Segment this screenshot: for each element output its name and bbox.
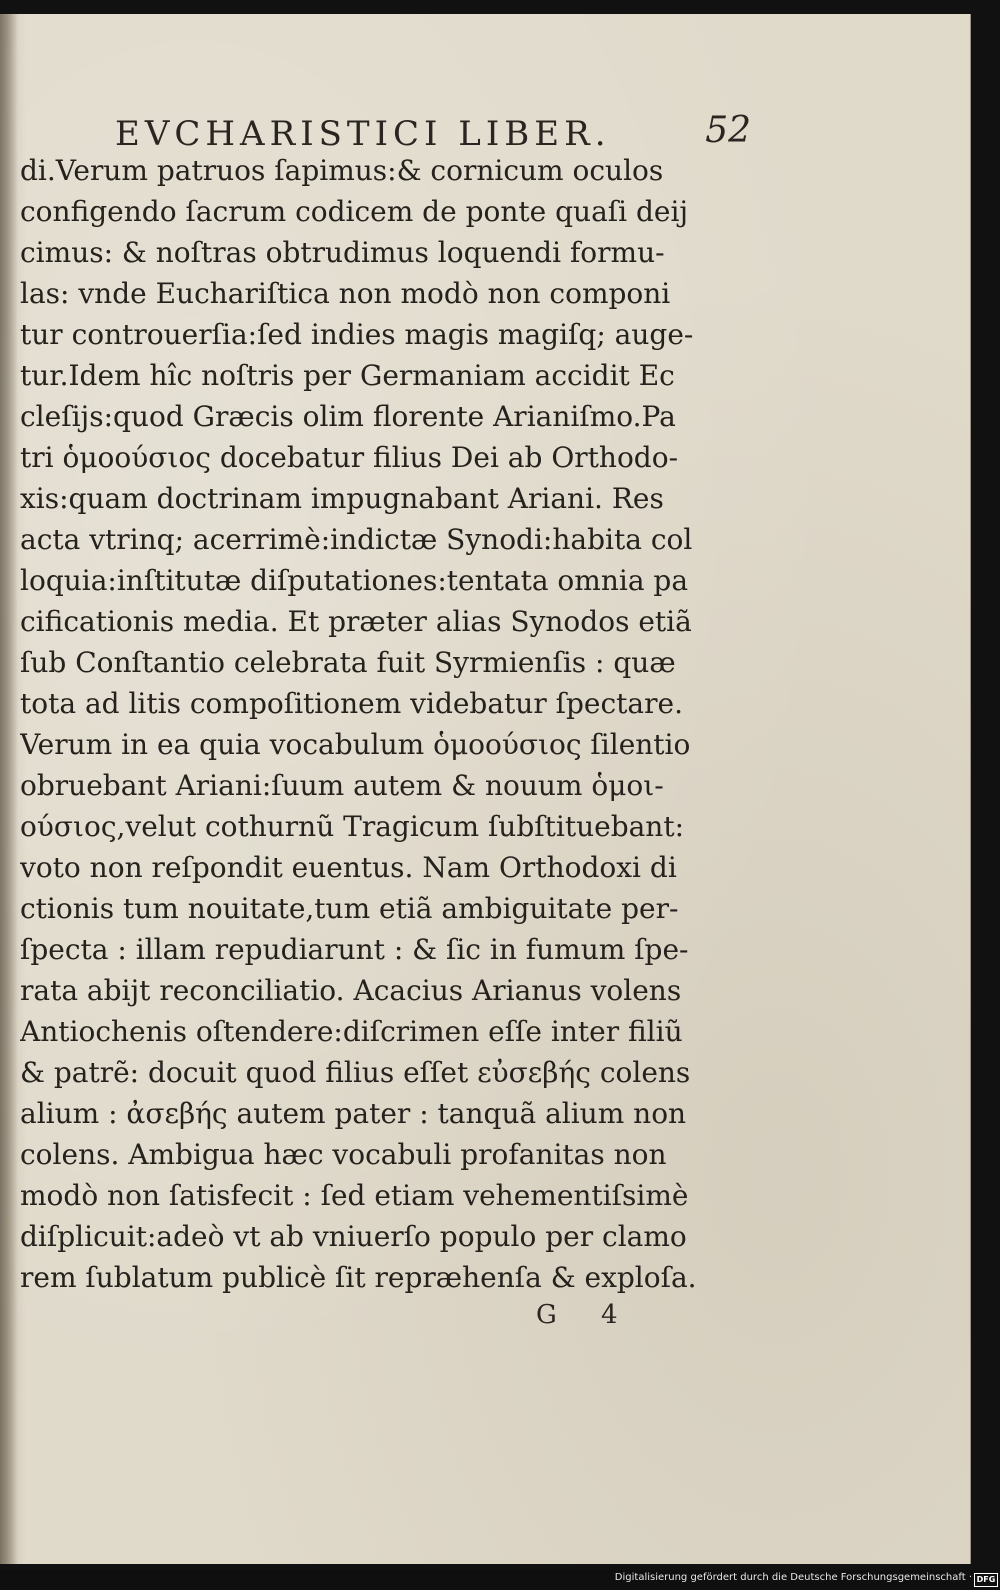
text-line: alium : ἀσεβής autem pater : tanquã alium non — [20, 1097, 687, 1130]
text-line: xis:quam doctrinam impugnabant Ariani. Res — [20, 482, 664, 515]
text-line: las: vnde Euchariſtica non modò non componi — [20, 277, 671, 310]
funding-credit: Digitalisierung gefördert durch die Deutsche Forschungsgemeinschaft · — [614, 1572, 972, 1583]
text-line: ſub Conſtantio celebrata fuit Syrmienſis : quæ — [20, 646, 676, 679]
text-line: tota ad litis compoſitionem videbatur ſpectare. — [20, 687, 683, 720]
text-line: ούσιος,velut cothurnũ Tragicum ſubſtituebant: — [20, 810, 685, 843]
text-line: diſplicuit:adeò vt ab vniuerſo populo per clamo — [20, 1220, 687, 1253]
text-line: cificationis media. Et præter alias Synodos etiã — [20, 605, 692, 638]
text-line: tri ὁμοούσιος docebatur filius Dei ab Orthodo- — [20, 441, 679, 474]
running-title: EVCHARISTICI LIBER. — [115, 114, 611, 154]
text-line: tur.Idem hîc noſtris per Germaniam accidit Ec — [20, 359, 675, 392]
text-line: ſpecta : illam repudiarunt : & ſic in fumum ſpe- — [20, 933, 689, 966]
text-line: acta vtrinq; acerrimè:indictæ Synodi:habita col — [20, 523, 693, 556]
text-line: modò non ſatisfecit : ſed etiam vehementiſsimè — [20, 1179, 689, 1212]
text-line: di.Verum patruos ſapimus:& cornicum oculos — [20, 154, 664, 187]
body-text — [20, 150, 720, 1298]
page-gutter-shadow — [0, 14, 18, 1564]
text-line: Antiochenis oſtendere:diſcrimen eſſe inter filiũ — [20, 1015, 683, 1048]
page-number: 52 — [705, 110, 751, 151]
text-line: cleſijs:quod Græcis olim florente Arianiſmo.Pa — [20, 400, 676, 433]
text-line: colens. Ambigua hæc vocabuli profanitas non — [20, 1138, 667, 1171]
text-line: obruebant Ariani:ſuum autem & nouum ὁμοι- — [20, 769, 664, 802]
text-line: rata abijt reconciliatio. Acacius Arianus volens — [20, 974, 682, 1007]
text-line: loquia:inſtitutæ diſputationes:tentata omnia pa — [20, 564, 689, 597]
dfg-logo: DFG — [974, 1573, 998, 1587]
signature-mark: G 4 — [536, 1300, 636, 1330]
text-line: Verum in ea quia vocabulum ὁμοούσιος ſilentio — [20, 728, 691, 761]
text-line: voto non reſpondit euentus. Nam Orthodoxi di — [20, 851, 677, 884]
text-line: cimus: & noſtras obtrudimus loquendi formu- — [20, 236, 665, 269]
text-line: & patrẽ: docuit quod filius eſſet εὐσεβής colens — [20, 1056, 691, 1089]
text-line: rem ſublatum publicè ſit repræhenſa & exploſa. — [20, 1261, 697, 1294]
text-line: tur controuerſia:ſed indies magis magiſq; auge- — [20, 318, 694, 351]
text-line: ctionis tum nouitate,tum etiã ambiguitate per- — [20, 892, 679, 925]
footer-bar — [0, 1570, 1000, 1590]
text-line: configendo ſacrum codicem de ponte quaſi deij — [20, 195, 689, 228]
